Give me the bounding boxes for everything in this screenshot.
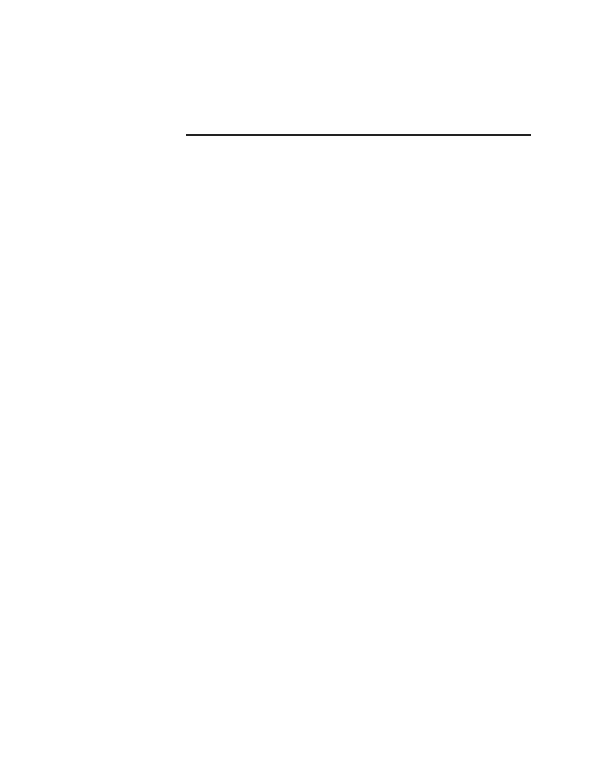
title-divider [186, 134, 531, 136]
